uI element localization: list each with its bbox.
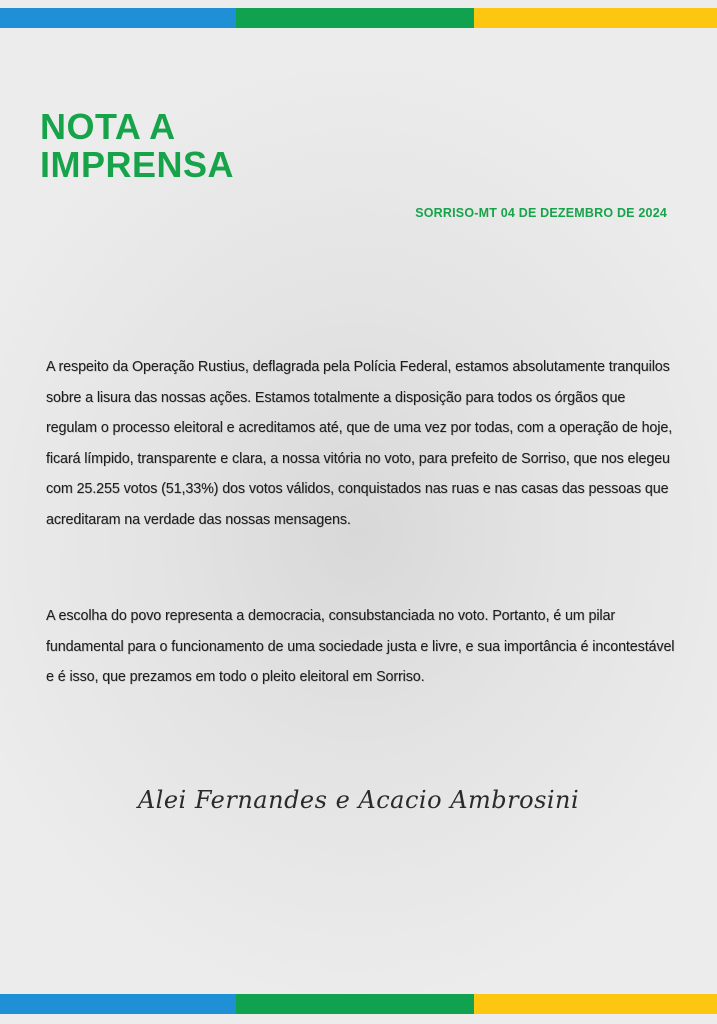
stripe-yellow-segment — [474, 8, 717, 28]
stripe-green-segment — [236, 8, 474, 28]
paragraph-2: A escolha do povo representa a democracia, consubstanciada no voto. Portanto, é um pilar fundamental para o funcionamento de uma sociedade justa e livre, e sua importância é incontestável e é isso, que prezamos em todo o pleito eleitoral em Sorriso. — [46, 608, 675, 686]
page-title — [40, 108, 234, 184]
title-line-1: NOTA A — [40, 106, 176, 147]
date-line: SORRISO-MT 04 DE DEZEMBRO DE 2024 — [415, 206, 667, 220]
paragraph-1: A respeito da Operação Rustius, deflagrada pela Polícia Federal, estamos absolutamente tranquilos sobre a lisura das nossas ações. Estamos totalmente a disposição para todos os órgãos que regulam o processo eleitoral e acreditamos até, que de uma vez por todas, com a operação de hoje, ficará límpido, transparente e clara, a nossa vitória no voto, para prefeito de Sorriso, que nos elegeu com 25.255 votos (51,33%) dos votos válidos, conquistados nas ruas e nas casas das pessoas que acreditaram na verdade das nossas mensagens. — [46, 359, 673, 528]
stripe-blue-segment — [0, 8, 236, 28]
title-line-2: IMPRENSA — [40, 144, 235, 185]
stripe-green-segment — [236, 994, 474, 1014]
bottom-color-stripe — [0, 994, 717, 1014]
stripe-blue-segment — [0, 994, 236, 1014]
stripe-yellow-segment — [474, 994, 717, 1014]
signature: Alei Fernandes e Acacio Ambrosini — [137, 786, 580, 814]
top-color-stripe — [0, 8, 717, 28]
